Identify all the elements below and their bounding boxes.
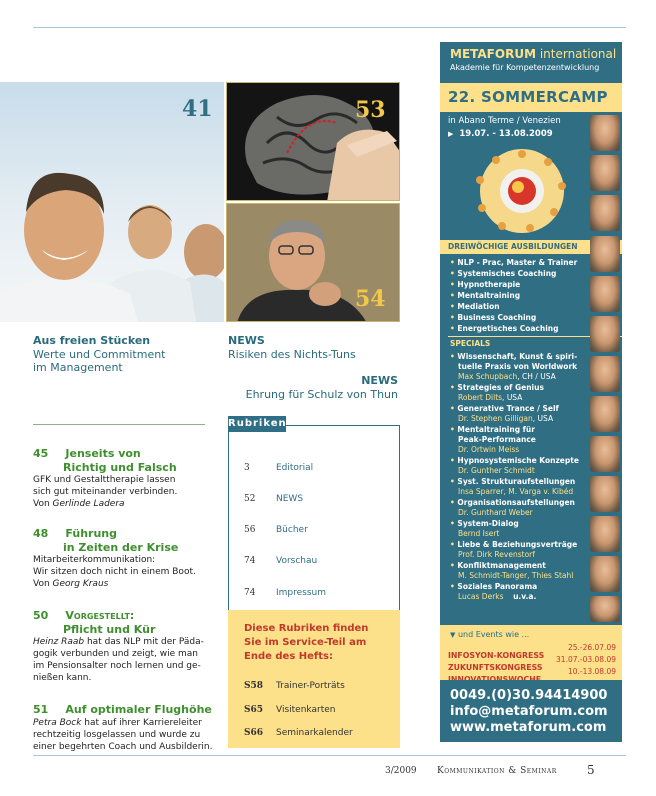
special-item[interactable]: • Strategies of Genius Robert Dilts, USA: [450, 383, 544, 402]
ad-brand-rest: international: [536, 47, 617, 61]
footer-issue: 3/2009: [385, 766, 417, 776]
section-ausbildungen: DREIWÖCHIGE AUSBILDUNGEN: [448, 242, 578, 251]
rubrik-page: 74: [244, 556, 256, 566]
training-item[interactable]: • Mentaltraining: [450, 291, 521, 300]
service-page: S65: [244, 705, 264, 715]
ad-brand-bold: METAFORUM: [450, 47, 537, 61]
play-icon: ▶: [448, 130, 454, 138]
rubrik-label: Bücher: [276, 525, 308, 535]
news-kicker-1: NEWS: [228, 334, 265, 347]
article-body-2: gogik verbunden und zeigt, wie man: [33, 649, 198, 659]
events-intro: und Events wie ...: [457, 630, 530, 639]
special-suffix: u.v.a.: [513, 592, 537, 601]
service-title: [244, 622, 368, 664]
author-prefix: Von: [33, 499, 53, 509]
lead-name: Petra Bock: [33, 718, 82, 728]
article-body-2: rechtzeitig losgelassen und wurde zu: [33, 730, 201, 740]
special-title: Organisationsaufstellungen: [457, 498, 575, 507]
event-date: 25.-26.07.09: [567, 643, 616, 652]
author: Gerlinde Ladera: [52, 499, 125, 509]
author-prefix: Von: [33, 579, 53, 589]
training-label: Systemisches Coaching: [457, 269, 557, 278]
special-title: Mentaltraining für: [457, 425, 535, 434]
special-trainer: Insa Sparrer, M. Varga v. Kibéd: [458, 487, 574, 496]
ad-tagline: Akademie für Kompetenzentwicklung: [450, 63, 600, 72]
ad-brand: [450, 47, 616, 61]
article-body-3: im Pensionsalter noch lernen und ge-: [33, 661, 201, 671]
training-item[interactable]: • NLP - Prac, Master & Trainer: [450, 258, 578, 267]
article-body-1: hat das NLP mit der Päda-: [84, 637, 204, 647]
rubrik-page: 74: [244, 588, 256, 598]
service-title-3: Ende des Hefts:: [244, 651, 333, 662]
article-title-1: Vorgestellt:: [65, 609, 135, 622]
article-body-2: sich gut miteinander verbinden.: [33, 487, 178, 497]
article-48[interactable]: [33, 522, 213, 590]
feature-photo-41[interactable]: [0, 82, 224, 322]
training-item[interactable]: • Hypnotherapie: [450, 280, 521, 289]
special-trainer: Max Schupbach: [458, 372, 518, 381]
service-label: Visitenkarten: [276, 705, 336, 715]
bottom-rule: [33, 755, 626, 756]
rubrik-page: 56: [244, 525, 256, 535]
rubrik-row-impressum[interactable]: [244, 580, 326, 599]
page-number-53: 53: [355, 97, 386, 123]
trainer-photo: [590, 316, 620, 352]
training-label: Business Coaching: [457, 313, 537, 322]
rubrik-label: Impressum: [276, 588, 327, 598]
service-page: S58: [244, 681, 264, 691]
special-suffix: , USA: [532, 414, 554, 423]
special-trainer: Dr. Stephen Gilligan: [458, 414, 533, 423]
article-body-3: einer begehrten Coach und Ausbilderin.: [33, 742, 213, 752]
divider: [33, 424, 205, 425]
rubrik-label: NEWS: [276, 494, 304, 504]
camp-logo-illustration: [466, 146, 578, 236]
event-date: 10.-13.08.09: [567, 667, 616, 676]
special-item[interactable]: • Wissenschaft, Kunst & spiri- tuelle Praxis von Worldwork Max Schupbach, CH / USA: [450, 352, 590, 382]
chevron-down-icon: ▼: [450, 631, 456, 639]
special-title: System-Dialog: [457, 519, 519, 528]
article-number: 45: [33, 447, 49, 460]
special-item[interactable]: • Syst. Strukturaufstellungen Insa Sparrer, M. Varga v. Kibéd: [450, 477, 576, 496]
special-title: Hypnosystemische Konzepte: [457, 456, 579, 465]
page-number-41: 41: [182, 96, 213, 122]
special-title: Soziales Panorama: [457, 582, 538, 591]
special-title: Liebe & Beziehungsverträge: [457, 540, 578, 549]
service-label: Seminarkalender: [276, 728, 353, 738]
trainer-photo: [590, 596, 620, 622]
special-trainer: M. Schmidt-Tanger, Thies Stahl: [458, 571, 574, 580]
article-body-1: hat auf ihrer Karriereleiter: [81, 718, 202, 728]
service-row-visitenkarten[interactable]: [244, 697, 335, 716]
trainer-photo: [590, 356, 620, 392]
events-intro-row: [450, 630, 529, 639]
ad-dates: 19.07. - 13.08.2009: [459, 129, 553, 139]
feature-photo-53[interactable]: [226, 82, 400, 201]
teaser-line-2: im Management: [33, 361, 123, 374]
article-body-2: Wir sitzen doch nicht in einem Boot.: [33, 567, 196, 577]
ad-dates-row: [448, 129, 553, 139]
rubrik-row-buecher[interactable]: [244, 517, 308, 536]
trainer-photo: [590, 556, 620, 592]
trainer-photo: [590, 516, 620, 552]
trainer-photo: [590, 396, 620, 432]
service-title-2: Sie im Service-Teil am: [244, 637, 367, 648]
training-label: Energetisches Coaching: [457, 324, 559, 333]
footer-page-number: 5: [587, 763, 595, 777]
trainer-photo: [590, 476, 620, 512]
footer-magazine: Kommunikation & Seminar: [437, 766, 557, 776]
article-number: 48: [33, 527, 49, 540]
rubrik-label: Vorschau: [276, 556, 318, 566]
training-label: Hypnotherapie: [457, 280, 521, 289]
rubrik-page: 52: [244, 494, 256, 504]
trainer-photo: [590, 115, 620, 151]
specials-list: [450, 352, 590, 602]
event-name: ZUKUNFTSKONGRESS: [448, 663, 543, 672]
special-item[interactable]: • Hypnosystemische Konzepte Dr. Gunther Schmidt: [450, 456, 579, 475]
contact-email[interactable]: info@metaforum.com: [450, 704, 608, 719]
feature-photo-54[interactable]: [226, 203, 400, 322]
special-trainer: Dr. Gunthard Weber: [458, 508, 533, 517]
special-title-2: tuelle Praxis von Worldwork: [458, 362, 578, 371]
news-kicker-2: NEWS: [361, 374, 398, 387]
special-title: Konfliktmanagement: [457, 561, 546, 570]
contact-phone[interactable]: 0049.(0)30.94414900: [450, 688, 608, 703]
special-trainer: Prof. Dirk Revenstorf: [458, 550, 535, 559]
special-trainer: Bernd Isert: [458, 529, 500, 538]
service-row-trainer[interactable]: [244, 673, 345, 692]
trainer-photo: [590, 436, 620, 472]
teaser-line-1: Werte und Commitment: [33, 348, 166, 361]
training-item[interactable]: • Business Coaching: [450, 313, 537, 322]
special-title: Syst. Strukturaufstellungen: [457, 477, 576, 486]
article-title-1: Führung: [65, 527, 117, 540]
special-item[interactable]: • Konfliktmanagement M. Schmidt-Tanger, Thies Stahl: [450, 561, 574, 580]
article-body-4: nießen kann.: [33, 673, 92, 683]
article-title-2: Pflicht und Kür: [63, 623, 156, 636]
service-page: S66: [244, 728, 264, 738]
special-trainer: Dr. Gunther Schmidt: [458, 466, 535, 475]
article-title-2: Richtig und Falsch: [63, 461, 177, 474]
special-item[interactable]: • Generative Trance / Self Dr. Stephen Gilligan, USA: [450, 404, 559, 423]
special-title: Generative Trance / Self: [457, 404, 559, 413]
article-body-1: GFK und Gestalttherapie lassen: [33, 475, 176, 485]
article-body-1: Mitarbeiterkommunikation:: [33, 555, 156, 565]
training-label: NLP - Prac, Master & Trainer: [457, 258, 578, 267]
article-45[interactable]: [33, 442, 213, 510]
trainer-photo: [590, 195, 620, 231]
teaser-kicker: Aus freien Stücken: [33, 334, 151, 347]
trainer-photo: [590, 155, 620, 191]
rubrik-row-news[interactable]: [244, 486, 303, 505]
top-rule: [33, 27, 626, 28]
special-item[interactable]: • Liebe & Beziehungsverträge Prof. Dirk Revenstorf: [450, 540, 578, 559]
article-number: 50: [33, 609, 49, 622]
rubrik-page: 3: [244, 463, 250, 473]
special-item[interactable]: • Soziales Panorama Lucas Derks u.v.a.: [450, 582, 538, 601]
training-label: Mentaltraining: [457, 291, 521, 300]
article-51[interactable]: [33, 698, 223, 753]
service-row-seminarkalender[interactable]: [244, 720, 353, 739]
article-title-1: Auf optimaler Flughöhe: [65, 703, 212, 716]
rubrik-row-vorschau[interactable]: [244, 548, 317, 567]
ad-location: in Abano Terme / Venezien: [448, 116, 561, 126]
special-suffix: , USA: [502, 393, 523, 402]
rubrik-row-editorial[interactable]: [244, 455, 313, 474]
training-item[interactable]: • Systemisches Coaching: [450, 269, 557, 278]
news-title-2: Ehrung für Schulz von Thun: [245, 388, 398, 401]
special-trainer: Lucas Derks: [458, 592, 504, 601]
article-title-2: in Zeiten der Krise: [63, 541, 179, 554]
article-number: 51: [33, 703, 49, 716]
training-label: Mediation: [457, 302, 500, 311]
special-item[interactable]: • System-Dialog Bernd Isert: [450, 519, 519, 538]
service-title-1: Diese Rubriken finden: [244, 623, 369, 634]
special-title: Wissenschaft, Kunst & spiri-: [457, 352, 578, 361]
rubriken-header: Rubriken: [228, 416, 286, 432]
trainer-photo: [590, 236, 620, 272]
section-specials: SPECIALS: [450, 339, 491, 348]
special-trainer: Robert Dilts: [458, 393, 503, 402]
training-item[interactable]: • Energetisches Coaching: [450, 324, 559, 333]
author: Georg Kraus: [52, 579, 109, 589]
trainer-photo: [590, 276, 620, 312]
lead-name: Heinz Raab: [33, 637, 85, 647]
rubrik-label: Editorial: [276, 463, 314, 473]
service-label: Trainer-Porträts: [276, 681, 345, 691]
special-suffix: , CH / USA: [517, 372, 556, 381]
trainings-list: [450, 258, 590, 334]
news-title-1: Risiken des Nichts-Tuns: [228, 348, 356, 361]
article-50[interactable]: [33, 604, 213, 684]
special-item[interactable]: • Organisationsaufstellungen Dr. Gunthard Weber: [450, 498, 575, 517]
page-number-54: 54: [355, 286, 386, 312]
event-date: 31.07.-03.08.09: [556, 655, 616, 664]
article-title-1: Jenseits von: [65, 447, 141, 460]
special-trainer: Dr. Ortwin Meiss: [458, 445, 520, 454]
special-title-2: Peak-Performance: [458, 435, 536, 444]
special-item[interactable]: • Mentaltraining für Peak-Performance Dr. Ortwin Meiss: [450, 425, 590, 455]
contact-website[interactable]: www.metaforum.com: [450, 720, 607, 735]
training-item[interactable]: • Mediation: [450, 302, 500, 311]
event-name: INFOSYON-KONGRESS: [448, 651, 545, 660]
ad-camp-title: 22. SOMMERCAMP: [448, 88, 608, 106]
special-title: Strategies of Genius: [457, 383, 544, 392]
